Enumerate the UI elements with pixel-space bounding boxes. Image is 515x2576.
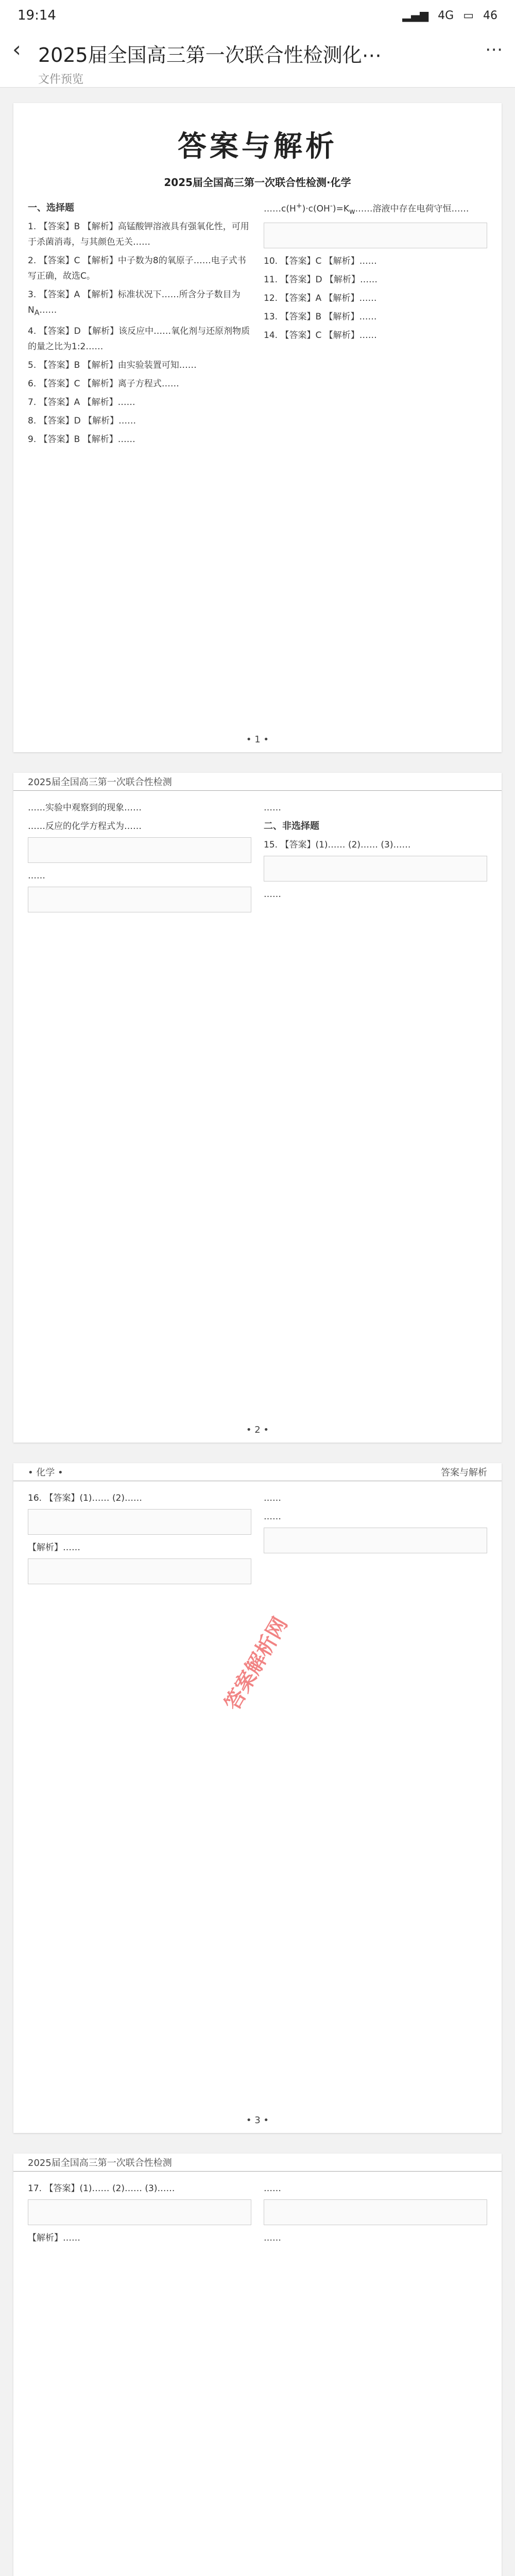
document-page-2 bbox=[13, 773, 502, 1443]
paragraph: 4. 【答案】D 【解析】该反应中……氧化剂与还原剂物质的量之比为1:2…… bbox=[28, 326, 250, 352]
doc-subtitle: 2025届全国高三第一次联合性检测·化学 bbox=[164, 176, 351, 189]
paragraph: ……反应的化学方程式为…… bbox=[28, 821, 142, 832]
paragraph: 3. 【答案】A 【解析】标准状况下……所含分子数目为$N_A\dots\dots$ bbox=[28, 290, 241, 317]
left-column bbox=[28, 198, 251, 450]
right-column bbox=[264, 2181, 487, 2249]
right-column bbox=[264, 198, 487, 450]
page-number: • 1 • bbox=[246, 734, 269, 745]
paragraph: 16. 【答案】(1)…… (2)…… bbox=[28, 1493, 143, 1503]
paragraph: …… bbox=[264, 1512, 281, 1522]
paragraph: 【解析】…… bbox=[28, 1543, 80, 1553]
paragraph: …… bbox=[264, 1493, 281, 1503]
paragraph: 9. 【答案】B 【解析】…… bbox=[28, 434, 135, 445]
formula-image bbox=[28, 887, 251, 912]
paragraph: 7. 【答案】A 【解析】…… bbox=[28, 397, 135, 408]
document-title: 2025届全国高三第一次联合性检测化⋯ bbox=[38, 44, 382, 66]
paragraph: …… bbox=[264, 2233, 281, 2243]
paragraph: 15. 【答案】(1)…… (2)…… (3)…… bbox=[264, 840, 411, 850]
paragraph: 1. 【答案】B 【解析】高锰酸钾溶液具有强氧化性，可用于杀菌消毒，与其颜色无关…… bbox=[28, 222, 249, 247]
document-subtitle: 文件预览 bbox=[38, 73, 84, 86]
paragraph: …… bbox=[28, 871, 45, 881]
paragraph: 5. 【答案】B 【解析】由实验装置可知…… bbox=[28, 360, 197, 371]
page-header: 2025届全国高三第一次联合性检测 bbox=[13, 773, 502, 791]
formula-image bbox=[264, 1528, 487, 1553]
paragraph: 6. 【答案】C 【解析】离子方程式…… bbox=[28, 379, 179, 389]
status-time: 19:14 bbox=[18, 8, 56, 23]
left-column bbox=[28, 1490, 251, 1589]
paragraph: 12. 【答案】A 【解析】…… bbox=[264, 293, 377, 304]
document-page-1 bbox=[13, 103, 502, 752]
paragraph: 14. 【答案】C 【解析】…… bbox=[264, 330, 377, 341]
left-column bbox=[28, 2181, 251, 2249]
nav-bar bbox=[0, 31, 515, 88]
document-page-4 bbox=[13, 2154, 502, 2576]
formula-image bbox=[264, 856, 487, 882]
page-number: • 3 • bbox=[246, 2115, 269, 2126]
battery-level: 46 bbox=[483, 9, 497, 22]
paragraph: 10. 【答案】C 【解析】…… bbox=[264, 256, 377, 267]
paragraph: 2. 【答案】C 【解析】中子数为8的氧原子……电子式书写正确，故选C。 bbox=[28, 256, 246, 281]
paragraph: 13. 【答案】B 【解析】…… bbox=[264, 312, 377, 323]
network-label: 4G bbox=[438, 9, 454, 22]
paragraph: 8. 【答案】D 【解析】…… bbox=[28, 416, 136, 427]
section-head-choice: 一、选择题 bbox=[28, 202, 74, 213]
paragraph: …… bbox=[264, 2183, 281, 2194]
paragraph: 17. 【答案】(1)…… (2)…… (3)…… bbox=[28, 2183, 175, 2194]
page-header: • 化学 • 答案与解析 bbox=[13, 1463, 502, 1481]
signal-icon: ▂▄▆ bbox=[402, 9, 429, 22]
formula-image bbox=[28, 837, 251, 863]
formula-image bbox=[28, 1509, 251, 1535]
page-header: 2025届全国高三第一次联合性检测 bbox=[13, 2154, 502, 2172]
status-bar bbox=[0, 0, 515, 31]
back-arrow-icon[interactable]: ‹ bbox=[12, 37, 21, 62]
formula-image bbox=[264, 2199, 487, 2225]
more-icon[interactable]: ⋯ bbox=[485, 39, 503, 60]
paragraph: …… bbox=[264, 889, 281, 900]
formula-image bbox=[264, 223, 487, 248]
left-column bbox=[28, 800, 251, 918]
document-page-3 bbox=[13, 1463, 502, 2133]
page-number: • 2 • bbox=[246, 1425, 269, 1435]
section-head-fill: 二、非选择题 bbox=[264, 821, 319, 832]
right-column bbox=[264, 1490, 487, 1589]
formula-image bbox=[28, 2199, 251, 2225]
paragraph: 11. 【答案】D 【解析】…… bbox=[264, 275, 377, 285]
right-column bbox=[264, 800, 487, 918]
formula-image bbox=[28, 1558, 251, 1584]
paragraph: 【解析】…… bbox=[28, 2233, 80, 2243]
watermark-diagonal: 答案解析网 bbox=[220, 1613, 293, 1715]
paragraph: …… bbox=[264, 803, 281, 813]
paragraph: $\dots\dots c(H^+)\cdot c(OH^-)=K_w\dots\dots$溶液中存在电荷守恒…… bbox=[264, 202, 469, 216]
doc-main-title: 答案与解析 bbox=[178, 130, 337, 163]
battery-icon: ▭ bbox=[463, 9, 474, 22]
paragraph: ……实验中观察到的现象…… bbox=[28, 803, 142, 813]
